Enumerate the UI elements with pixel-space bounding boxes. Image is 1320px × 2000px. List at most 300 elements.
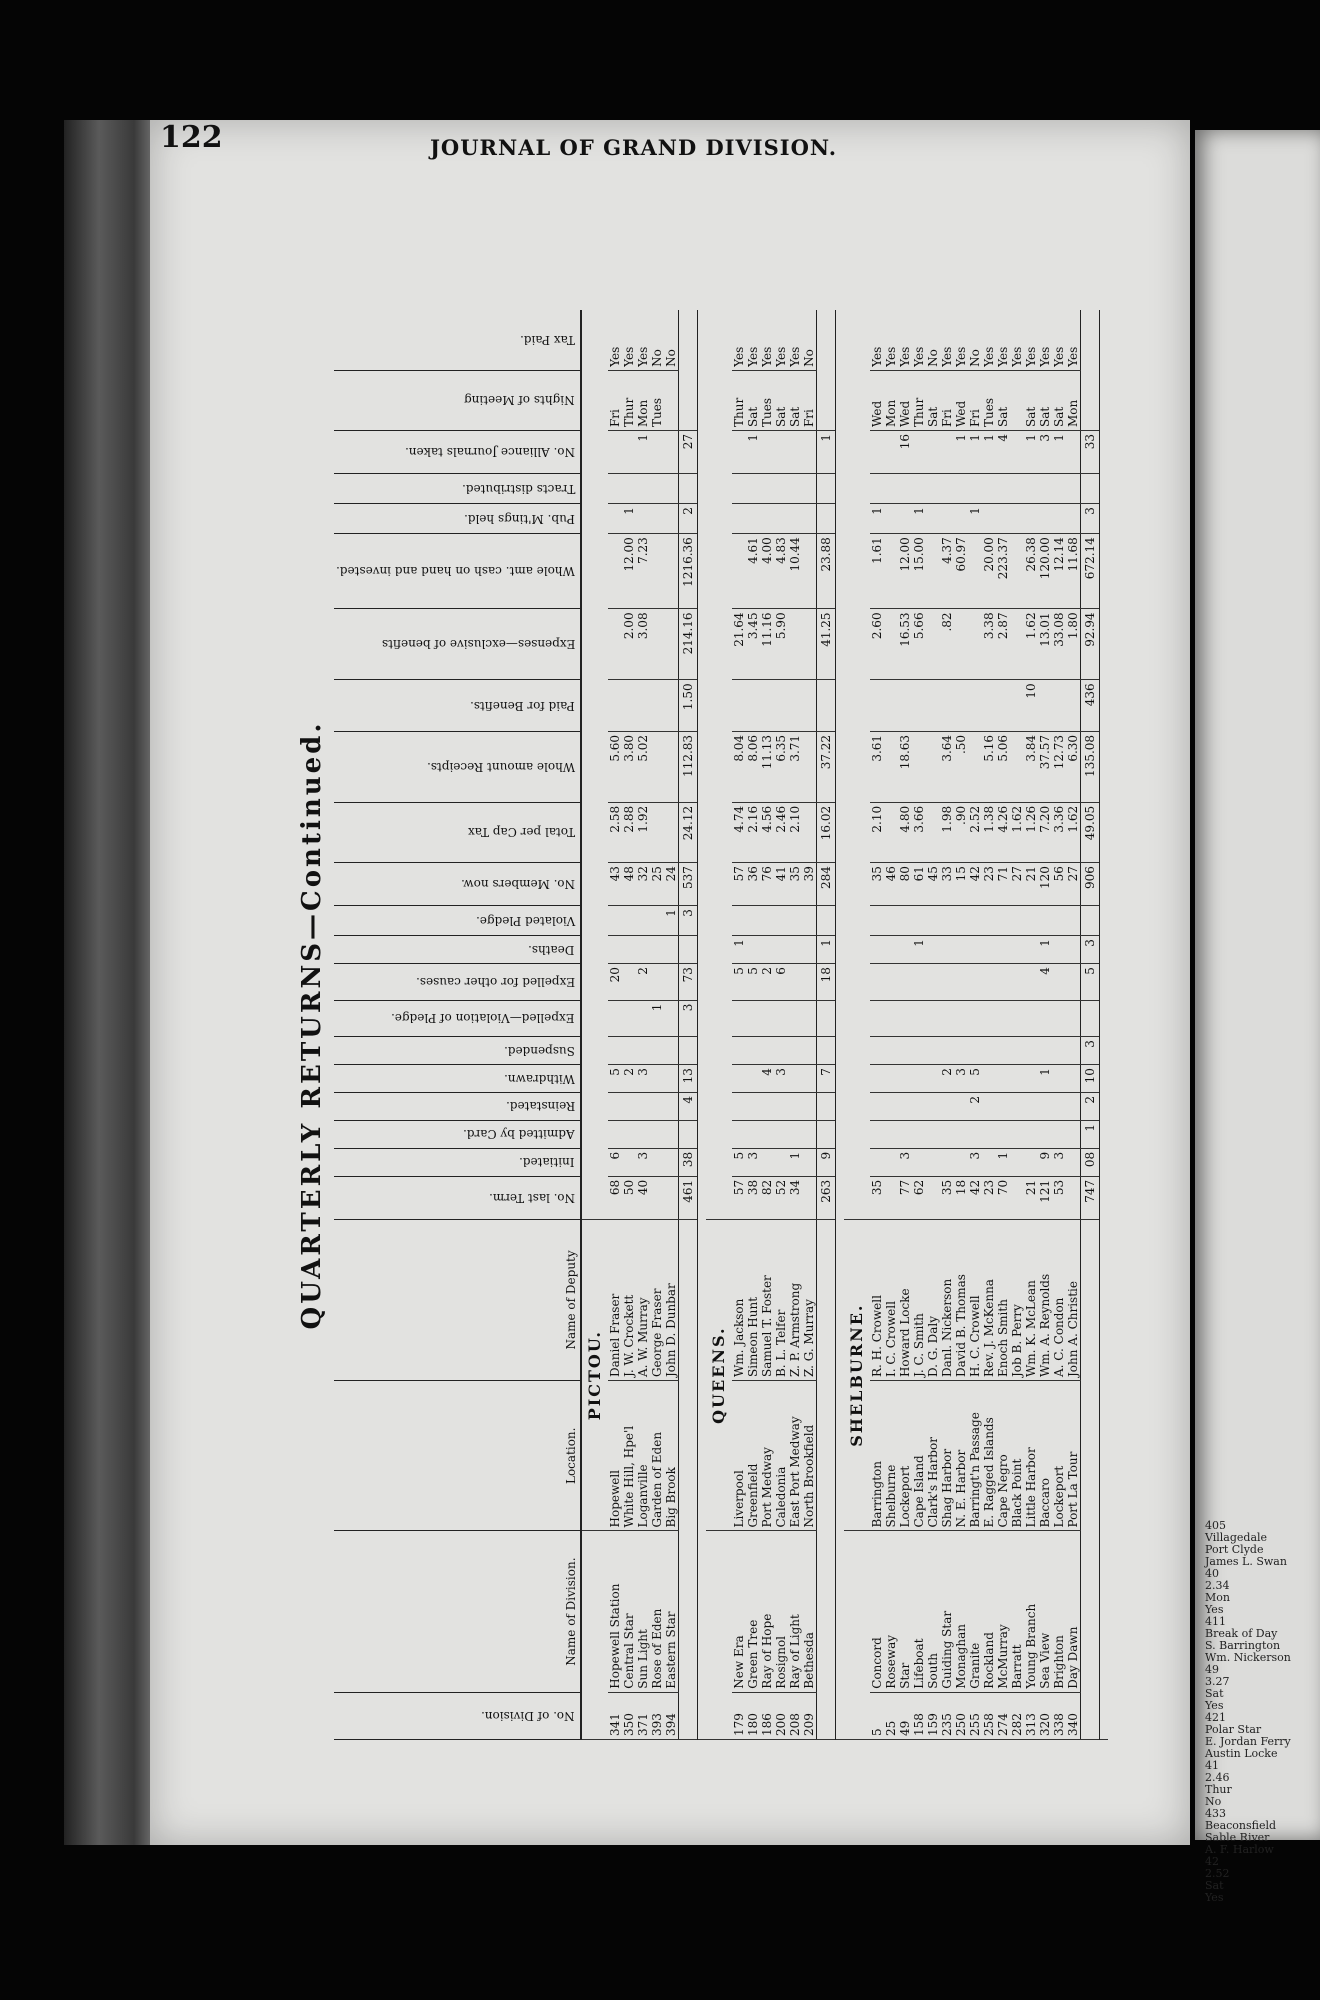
cell-deputy: A. C. Condon <box>1052 1219 1066 1380</box>
cell-division: Bethesda <box>802 1531 817 1692</box>
cell-cap: 1.38 <box>982 802 996 862</box>
cell-init: 9 <box>1038 1148 1052 1176</box>
cell-tracts <box>650 474 664 504</box>
total-journals: 33 <box>1080 431 1099 474</box>
cell-benefits <box>608 680 622 732</box>
cell-cap: 3.66 <box>912 802 926 862</box>
cell-cap: 2.10 <box>788 802 802 862</box>
cell-withd <box>1066 1065 1081 1093</box>
cell-benefits <box>1052 680 1066 732</box>
cell-night: Tues <box>760 370 774 430</box>
cell-expenses: 1.62 <box>1024 609 1038 680</box>
cell-expenses <box>954 609 968 680</box>
fragment-location: Sable River <box>1205 1831 1270 1844</box>
cell-expo <box>898 964 912 1001</box>
cell-viol <box>1038 906 1052 936</box>
cell-location: Baccaro <box>1038 1381 1052 1531</box>
cell-withd <box>788 1065 802 1093</box>
total-row <box>678 310 697 1740</box>
cell-susp <box>650 1037 664 1065</box>
total-init: 38 <box>678 1148 697 1176</box>
cell-expv <box>802 1000 817 1037</box>
cell-viol <box>1052 906 1066 936</box>
cell-viol <box>788 906 802 936</box>
fragment-now: 41 <box>1205 1759 1219 1772</box>
cell-viol: 1 <box>664 906 679 936</box>
total-deaths <box>678 936 697 964</box>
cell-card <box>912 1120 926 1148</box>
cell-rein <box>746 1093 760 1121</box>
cell-now: 45 <box>926 863 940 906</box>
cell-night <box>664 370 679 430</box>
cell-card <box>608 1120 622 1148</box>
cell-deaths <box>996 936 1010 964</box>
cell-susp <box>746 1037 760 1065</box>
cell-night: Wed <box>898 370 912 430</box>
total-tracts <box>678 474 697 504</box>
cell-init <box>664 1148 679 1176</box>
cell-susp <box>664 1037 679 1065</box>
cell-division: Granite <box>968 1531 982 1692</box>
cell-now: 27 <box>1066 863 1081 906</box>
book-binding <box>64 120 164 1845</box>
cell-expenses: 5.90 <box>774 609 788 680</box>
cell-withd: 3 <box>636 1065 650 1093</box>
cell-no: 235 <box>940 1692 954 1739</box>
cell-now: 80 <box>898 863 912 906</box>
total-last: 747 <box>1080 1176 1099 1219</box>
cell-tracts <box>746 474 760 504</box>
col-alliance-journals: No. Alliance Journals taken. <box>334 431 581 474</box>
table-row <box>760 310 774 1740</box>
cell-now: 21 <box>1024 863 1038 906</box>
cell-rein <box>982 1093 996 1121</box>
cell-cap: 4.74 <box>732 802 746 862</box>
cell-tax: Yes <box>608 310 622 370</box>
cell-journals <box>802 431 817 474</box>
col-violated-pledge: Violated Pledge. <box>334 906 581 936</box>
cell-withd <box>996 1065 1010 1093</box>
cell-card <box>732 1120 746 1148</box>
cell-division: New Era <box>732 1531 746 1692</box>
cell-deaths <box>746 936 760 964</box>
table-row <box>732 310 746 1740</box>
cell-receipts <box>926 731 940 802</box>
cell-pub <box>926 504 940 534</box>
cell-rein <box>608 1093 622 1121</box>
quarterly-returns-table-rotated <box>290 310 1190 1740</box>
cell-expv <box>788 1000 802 1037</box>
col-total-cap-tax: Total per Cap Tax <box>334 802 581 862</box>
cell-now: 35 <box>788 863 802 906</box>
cell-cap: 1.98 <box>940 802 954 862</box>
cell-pub <box>664 504 679 534</box>
cell-journals: 1 <box>982 431 996 474</box>
cell-expo <box>1066 964 1081 1001</box>
cell-no: 186 <box>760 1692 774 1739</box>
cell-expv <box>1066 1000 1081 1037</box>
cell-last <box>884 1176 898 1219</box>
cell-susp <box>1066 1037 1081 1065</box>
cell-viol <box>898 906 912 936</box>
cell-viol <box>774 906 788 936</box>
cell-benefits <box>884 680 898 732</box>
cell-susp <box>774 1037 788 1065</box>
cell-journals: 1 <box>1024 431 1038 474</box>
cell-cash: 223.37 <box>996 534 1010 609</box>
cell-init: 5 <box>732 1148 746 1176</box>
col-paid-benefits: Paid for Benefits. <box>334 680 581 732</box>
cell-tax: No <box>968 310 982 370</box>
cell-no: 255 <box>968 1692 982 1739</box>
cell-expenses: 21.64 <box>732 609 746 680</box>
cell-benefits <box>1038 680 1052 732</box>
cell-night: Sat <box>746 370 760 430</box>
cell-deaths <box>954 936 968 964</box>
cell-expv <box>636 1000 650 1037</box>
cell-expenses: 11.16 <box>760 609 774 680</box>
cell-benefits <box>954 680 968 732</box>
cell-deputy: Wm. K. McLean <box>1024 1219 1038 1380</box>
cell-now: 48 <box>622 863 636 906</box>
cell-last: 57 <box>732 1176 746 1219</box>
cell-division: Sun Light <box>636 1531 650 1692</box>
cell-init <box>940 1148 954 1176</box>
cell-pub: 1 <box>870 504 884 534</box>
cell-journals <box>650 431 664 474</box>
cell-no: 320 <box>1038 1692 1052 1739</box>
cell-deaths <box>1024 936 1038 964</box>
table-row <box>774 310 788 1740</box>
cell-rein <box>636 1093 650 1121</box>
cell-expo <box>802 964 817 1001</box>
cell-pub <box>650 504 664 534</box>
cell-card <box>1052 1120 1066 1148</box>
cell-deaths <box>664 936 679 964</box>
cell-benefits <box>746 680 760 732</box>
cell-tax: Yes <box>870 310 884 370</box>
cell-tracts <box>608 474 622 504</box>
cell-division: Green Tree <box>746 1531 760 1692</box>
cell-rein <box>760 1093 774 1121</box>
cell-pub: 1 <box>912 504 926 534</box>
total-susp <box>678 1037 697 1065</box>
cell-card <box>968 1120 982 1148</box>
cell-division: Ray of Light <box>788 1531 802 1692</box>
cell-cash: 4.00 <box>760 534 774 609</box>
cell-deputy: Danl. Nickerson <box>940 1219 954 1380</box>
table-title: QUARTERLY RETURNS—Continued. <box>297 720 327 1330</box>
cell-rein <box>664 1093 679 1121</box>
cell-cap: 1.62 <box>1066 802 1081 862</box>
cell-card <box>802 1120 817 1148</box>
cell-card <box>996 1120 1010 1148</box>
cell-night: Fri <box>940 370 954 430</box>
cell-expv <box>664 1000 679 1037</box>
col-name-of-division: Name of Division. <box>334 1531 581 1692</box>
total-expenses: 41.25 <box>816 609 835 680</box>
cell-pub: 1 <box>968 504 982 534</box>
cell-night: Sat <box>788 370 802 430</box>
cell-night: Thur <box>912 370 926 430</box>
total-card <box>678 1120 697 1148</box>
cell-deputy: B. L. Telfer <box>774 1219 788 1380</box>
cell-viol <box>1010 906 1024 936</box>
cell-deaths <box>940 936 954 964</box>
section-heading-row <box>844 310 870 1740</box>
cell-night: Sat <box>1038 370 1052 430</box>
cell-viol <box>982 906 996 936</box>
table-row <box>650 310 664 1740</box>
fragment-night: Sat <box>1205 1687 1224 1700</box>
total-now: 537 <box>678 863 697 906</box>
cell-division: Rosignol <box>774 1531 788 1692</box>
cell-pub <box>732 504 746 534</box>
cell-location: East Port Medway <box>788 1381 802 1531</box>
cell-journals: 16 <box>898 431 912 474</box>
cell-night <box>1010 370 1024 430</box>
cell-location: Clark's Harbor <box>926 1381 940 1531</box>
cell-benefits <box>940 680 954 732</box>
cell-rein <box>912 1093 926 1121</box>
cell-night: Thur <box>622 370 636 430</box>
cell-receipts: 8.04 <box>732 731 746 802</box>
cell-susp <box>788 1037 802 1065</box>
cell-withd <box>982 1065 996 1093</box>
cell-now: 24 <box>664 863 679 906</box>
county-heading: PICTOU. <box>581 1219 608 1531</box>
cell-tracts <box>1066 474 1081 504</box>
cell-cap: 4.56 <box>760 802 774 862</box>
cell-expv <box>968 1000 982 1037</box>
cell-susp <box>732 1037 746 1065</box>
cell-benefits <box>650 680 664 732</box>
cell-viol <box>636 906 650 936</box>
cell-location: White Hill, Hpe'l <box>622 1381 636 1531</box>
cell-init <box>774 1148 788 1176</box>
cell-benefits <box>912 680 926 732</box>
cell-benefits <box>926 680 940 732</box>
cell-expenses: 16.53 <box>898 609 912 680</box>
cell-night: Mon <box>1066 370 1081 430</box>
cell-no: 200 <box>774 1692 788 1739</box>
cell-now: 32 <box>636 863 650 906</box>
fragment-deputy: Austin Locke <box>1205 1747 1278 1760</box>
cell-now: 33 <box>940 863 954 906</box>
cell-viol <box>622 906 636 936</box>
cell-receipts: 5.06 <box>996 731 1010 802</box>
cell-journals <box>1010 431 1024 474</box>
cell-last: 42 <box>968 1176 982 1219</box>
cell-viol <box>1066 906 1081 936</box>
col-expelled-violation: Expelled—Violation of Pledge. <box>334 1000 581 1037</box>
cell-expo: 5 <box>732 964 746 1001</box>
cell-rein <box>1052 1093 1066 1121</box>
fragment-division: Villagedale <box>1205 1531 1268 1544</box>
cell-expv <box>996 1000 1010 1037</box>
cell-last: 23 <box>982 1176 996 1219</box>
cell-tracts <box>760 474 774 504</box>
cell-deputy: George Fraser <box>650 1219 664 1380</box>
cell-viol <box>802 906 817 936</box>
cell-pub <box>898 504 912 534</box>
cell-location: Little Harbor <box>1024 1381 1038 1531</box>
total-row <box>816 310 835 1740</box>
cell-withd: 3 <box>774 1065 788 1093</box>
cell-now: 43 <box>608 863 622 906</box>
cell-rein <box>898 1093 912 1121</box>
cell-journals <box>622 431 636 474</box>
fragment-night: Sat <box>1205 1879 1224 1892</box>
cell-pub <box>746 504 760 534</box>
cell-viol <box>608 906 622 936</box>
cell-tax: Yes <box>746 310 760 370</box>
cell-cap: 4.80 <box>898 802 912 862</box>
cell-susp <box>926 1037 940 1065</box>
cell-cash: 1.61 <box>870 534 884 609</box>
cell-withd <box>664 1065 679 1093</box>
total-expv <box>816 1000 835 1037</box>
cell-location: Big Brook <box>664 1381 679 1531</box>
cell-rein <box>774 1093 788 1121</box>
cell-last: 21 <box>1024 1176 1038 1219</box>
cell-cash <box>608 534 622 609</box>
cell-receipts: 5.02 <box>636 731 650 802</box>
cell-init <box>870 1148 884 1176</box>
cell-expenses: 3.08 <box>636 609 650 680</box>
cell-division: Star <box>898 1531 912 1692</box>
cell-withd: 2 <box>622 1065 636 1093</box>
total-journals: 1 <box>816 431 835 474</box>
total-deaths: 1 <box>816 936 835 964</box>
table-row <box>788 310 802 1740</box>
cell-card <box>650 1120 664 1148</box>
cell-expenses <box>802 609 817 680</box>
cell-deputy: J. W. Crockett <box>622 1219 636 1380</box>
cell-expo <box>968 964 982 1001</box>
cell-expenses: 2.00 <box>622 609 636 680</box>
fragment-no: 405 <box>1205 1519 1226 1532</box>
cell-init: 1 <box>788 1148 802 1176</box>
total-susp <box>816 1037 835 1065</box>
cell-location: Black Point <box>1010 1381 1024 1531</box>
facing-page-fragment <box>1205 1520 1310 1904</box>
cell-tax: Yes <box>1066 310 1081 370</box>
cell-tax: No <box>664 310 679 370</box>
cell-journals: 1 <box>746 431 760 474</box>
cell-benefits <box>996 680 1010 732</box>
cell-rein <box>884 1093 898 1121</box>
total-cap: 16.02 <box>816 802 835 862</box>
cell-viol <box>732 906 746 936</box>
cell-rein <box>1024 1093 1038 1121</box>
cell-pub <box>954 504 968 534</box>
cell-expo <box>940 964 954 1001</box>
cell-card <box>622 1120 636 1148</box>
cell-tax: Yes <box>1052 310 1066 370</box>
cell-deaths <box>650 936 664 964</box>
cell-tax: Yes <box>760 310 774 370</box>
cell-journals <box>940 431 954 474</box>
cell-pub <box>996 504 1010 534</box>
cell-expo <box>926 964 940 1001</box>
cell-tracts <box>622 474 636 504</box>
cell-withd <box>884 1065 898 1093</box>
total-cash: 1216.36 <box>678 534 697 609</box>
cell-pub <box>760 504 774 534</box>
cell-journals <box>732 431 746 474</box>
cell-deaths <box>608 936 622 964</box>
cell-last: 53 <box>1052 1176 1066 1219</box>
cell-journals <box>788 431 802 474</box>
cell-last: 68 <box>608 1176 622 1219</box>
cell-deputy: Enoch Smith <box>996 1219 1010 1380</box>
table-row <box>884 310 898 1740</box>
table-row <box>982 310 996 1740</box>
cell-deaths <box>884 936 898 964</box>
fragment-now: 49 <box>1205 1663 1219 1676</box>
cell-no: 159 <box>926 1692 940 1739</box>
cell-no: 158 <box>912 1692 926 1739</box>
col-cash-on-hand: Whole amt. cash on hand and invested. <box>334 534 581 609</box>
total-withd: 7 <box>816 1065 835 1093</box>
cell-cash: 4.61 <box>746 534 760 609</box>
cell-expo <box>870 964 884 1001</box>
cell-card <box>982 1120 996 1148</box>
cell-init <box>802 1148 817 1176</box>
cell-division: Guiding Star <box>940 1531 954 1692</box>
cell-tracts <box>802 474 817 504</box>
cell-pub <box>940 504 954 534</box>
fragment-cap: 2.46 <box>1205 1771 1230 1784</box>
cell-expenses: 1.80 <box>1066 609 1081 680</box>
cell-withd: 2 <box>940 1065 954 1093</box>
cell-location: Barrington <box>870 1381 884 1531</box>
total-viol <box>816 906 835 936</box>
table-row <box>802 310 817 1740</box>
cell-viol <box>760 906 774 936</box>
total-pub <box>816 504 835 534</box>
cell-deaths <box>622 936 636 964</box>
cell-benefits <box>760 680 774 732</box>
col-tax-paid: Tax Paid. <box>334 310 581 370</box>
cell-benefits <box>1066 680 1081 732</box>
cell-night: Mon <box>636 370 650 430</box>
cell-cash: 12.00 <box>622 534 636 609</box>
cell-expenses: 3.45 <box>746 609 760 680</box>
cell-location: Cape Island <box>912 1381 926 1531</box>
cell-tracts <box>732 474 746 504</box>
cell-rein <box>870 1093 884 1121</box>
cell-cap: 3.36 <box>1052 802 1066 862</box>
cell-susp <box>982 1037 996 1065</box>
cell-expo <box>788 964 802 1001</box>
cell-expenses <box>664 609 679 680</box>
total-init: 08 <box>1080 1148 1099 1176</box>
cell-cap: .90 <box>954 802 968 862</box>
total-receipts: 37.22 <box>816 731 835 802</box>
cell-card <box>1066 1120 1081 1148</box>
cell-tracts <box>982 474 996 504</box>
fragment-no: 421 <box>1205 1711 1226 1724</box>
cell-pub <box>884 504 898 534</box>
col-whole-receipts: Whole amount Receipts. <box>334 731 581 802</box>
cell-expenses <box>608 609 622 680</box>
cell-deputy: H. C. Crowell <box>968 1219 982 1380</box>
cell-expo <box>912 964 926 1001</box>
cell-viol <box>996 906 1010 936</box>
total-expo: 73 <box>678 964 697 1001</box>
